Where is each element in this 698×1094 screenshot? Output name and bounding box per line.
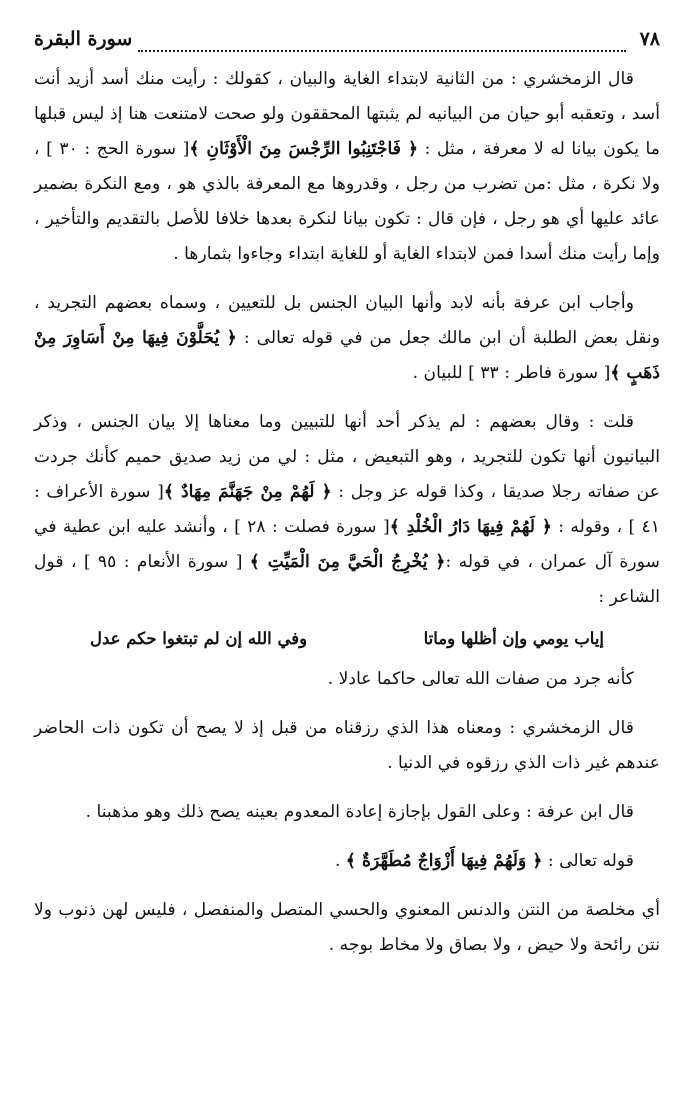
quran-quote: ﴿ وَلَهُمْ فِيهَا أَزْوَاجٌ مُطَهَّرَةٌ ﴾ [345, 851, 543, 871]
verse-second-hemistich: وفي الله إن لم تبتغوا حكم عدل [90, 629, 308, 648]
verse-first-hemistich: إياب يومي وإن أظلها وماتا [423, 629, 604, 648]
header-dotted-rule [138, 38, 625, 52]
text-segment: قال الزمخشري : من الثانية لابتداء الغاية والبيان ، كقولك : رأيت منك أسد أزيد أنت أسد ، وتعقبه أبو حيان من البيانيه لم يثبتها المحققون ولو صحت لامتنعت هنا إذ ليس قبلها ما يكون بيانا له لا معرفة ، مثل : [34, 69, 660, 159]
quran-quote: ﴿ يُحَلَّوْنَ فِيهَا مِنْ أَسَاوِرَ مِنْ ذَهَبٍ ﴾ [34, 328, 660, 383]
page-body [34, 62, 660, 963]
text-segment: قلت : وقال بعضهم : لم يذكر أحد أنها للتبيين وما معناها إلا بيان الجنس ، وذكر البيانيون أنها تكون للتجريد ، وهو التبعيض ، مثل : لي من زيد صديق حميم كأنك جردت عن صفاته رجلا صديقا ، وكذا قوله عز وجل : [34, 412, 661, 502]
quran-quote: ﴿ لَهُمْ فِيهَا دَارُ الْخُلْدِ ﴾ [389, 517, 552, 537]
paragraph-zamakhshari-1 [34, 62, 660, 272]
text-segment: [ سورة الأنعام : ٩٥ ] ، قول الشاعر : [34, 552, 660, 607]
text-segment: [ سورة الأعراف : ٤١ ] ، وقوله : [34, 482, 661, 537]
paragraph-commentary [34, 893, 660, 963]
text-segment: [ سورة الحج : ٣٠ ] ، ولا نكرة ، مثل :من تضرب من رجل ، وقدروها مع المعرفة بالذي هو ، ومع النكرة بضمير عائد عليها أي هو رجل ، فإن قال : تكون بيانا لنكرة بعدها خلافا للأصل بالتقديم والتأخير ، وإما رأيت منك أسدا فمن لابتداء الغاية أو للغاية ابتداء وجاءوا بثمارها . [34, 139, 660, 264]
quran-quote: ﴿ لَهُمْ مِنْ جَهَنَّمَ مِهَادٌ ﴾ [163, 482, 332, 502]
text-segment: [ سورة فاطر : ٣٣ ] للبيان . [412, 363, 611, 383]
page-number: ٧٨ [639, 28, 660, 50]
text-segment: . [334, 851, 346, 871]
page-header [34, 28, 660, 62]
paragraph-qultu [34, 405, 660, 615]
text-segment: [ سورة فصلت : ٢٨ ] ، وأنشد عليه ابن عطية في سورة آل عمران ، في قوله : [34, 517, 660, 572]
text-segment: أي مخلصة من النتن والدنس المعنوي والحسي المتصل والمنفصل ، فليس لهن ذنوب ولا نتن رائحة ولا حيض ، ولا بصاق ولا مخاط بوجه . [34, 900, 660, 955]
quran-quote: ﴿ فَاجْتَنِبُوا الرِّجْسَ مِنَ الْأَوْثَانِ ﴾ [189, 139, 419, 159]
text-segment: قوله تعالى : [542, 851, 634, 871]
paragraph-zamakhshari-2 [34, 711, 660, 781]
text-segment: قال الزمخشري : ومعناه هذا الذي رزقناه من قبل إذ لا يصح أن تكون ذات الحاضر عندهم غير ذات الذي رزقوه في الدنيا . [34, 718, 660, 773]
text-segment: وأجاب ابن عرفة بأنه لابد وأنها البيان الجنس بل للتعيين ، وسماه بعضهم التجريد ، ونقل بعض الطلبة أن ابن مالك جعل من في قوله تعالى : [34, 293, 661, 348]
text-segment: قال ابن عرفة : وعلى القول بإجازة إعادة المعدوم بعينه يصح ذلك وهو مذهبنا . [85, 802, 634, 822]
poetry-verse [34, 621, 660, 656]
paragraph-ibn-arafa-2 [34, 795, 660, 830]
after-verse-line: كأنه جرد من صفات الله تعالى حاكما عادلا . [327, 669, 634, 689]
paragraph-ibn-arafa-1 [34, 286, 660, 391]
paragraph-verse-heading [34, 844, 660, 879]
quran-quote: ﴿ يُخْرِجُ الْحَيَّ مِنَ الْمَيِّتِ ﴾ [249, 552, 446, 572]
surah-title: سورة البقرة [34, 28, 133, 50]
